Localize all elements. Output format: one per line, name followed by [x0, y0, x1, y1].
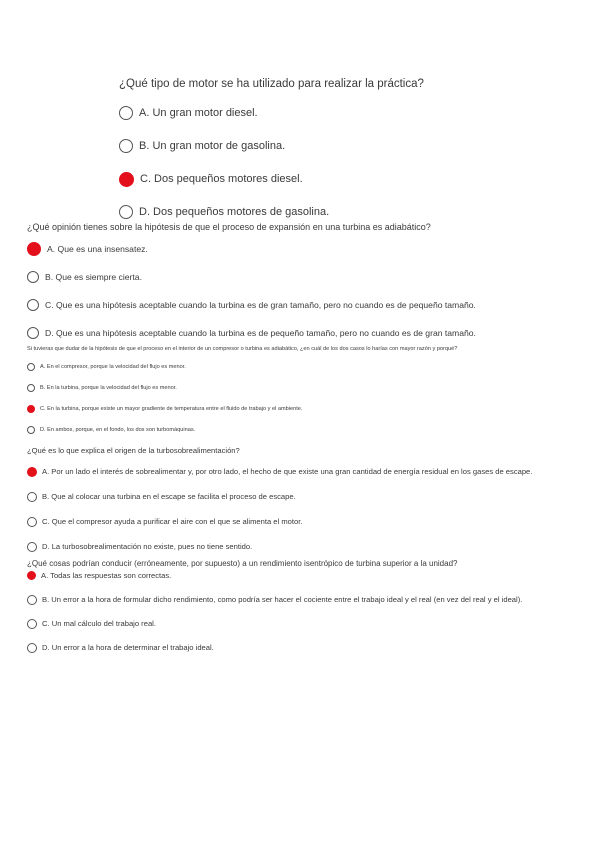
option-a[interactable]: [119, 105, 424, 121]
radio-selected-icon[interactable]: [27, 571, 36, 580]
radio-icon[interactable]: [27, 643, 37, 653]
option-d[interactable]: [27, 425, 457, 434]
option-a[interactable]: [27, 466, 532, 477]
question-4: [27, 446, 532, 566]
option-a[interactable]: [27, 362, 457, 371]
option-label: D. Que es una hipótesis aceptable cuando la turbina es de pequeño tamaño, pero no cuando es de gran tamaño.: [45, 327, 476, 338]
option-b[interactable]: [27, 383, 457, 392]
radio-icon[interactable]: [27, 384, 35, 392]
option-d[interactable]: [119, 204, 424, 220]
option-a[interactable]: [27, 570, 522, 581]
radio-selected-icon[interactable]: [119, 172, 134, 187]
option-label: D. La turbosobrealimentación no existe, pues no tiene sentido.: [42, 542, 253, 551]
radio-icon[interactable]: [27, 619, 37, 629]
option-d[interactable]: [27, 541, 532, 552]
radio-icon[interactable]: [27, 492, 37, 502]
radio-icon[interactable]: [119, 205, 133, 219]
radio-icon[interactable]: [27, 271, 39, 283]
option-c[interactable]: [27, 298, 476, 311]
option-c[interactable]: [119, 171, 424, 187]
question-text: ¿Qué es lo que explica el origen de la turbosobrealimentación?: [27, 446, 240, 455]
option-d[interactable]: [27, 326, 476, 339]
question-5: [27, 559, 522, 666]
option-b[interactable]: [27, 491, 532, 502]
radio-icon[interactable]: [119, 139, 133, 153]
option-label: C. Un mal cálculo del trabajo real.: [42, 619, 156, 628]
option-label: D. En ambos, porque, en el fondo, los dos son turbomáquinas.: [40, 426, 196, 433]
option-label: A. Por un lado el interés de sobrealimentar y, por otro lado, el hecho de que existe una gran cantidad de energía residual en los gases de escape.: [42, 467, 533, 476]
option-c[interactable]: [27, 516, 532, 527]
option-label: C. En la turbina, porque existe un mayor gradiente de temperatura entre el fluido de trabajo y el ambiente.: [40, 405, 303, 412]
radio-icon[interactable]: [27, 363, 35, 371]
question-1: [119, 78, 424, 237]
option-label: A. Que es una insensatez.: [47, 243, 148, 254]
option-label: C. Dos pequeños motores diesel.: [140, 173, 303, 185]
radio-selected-icon[interactable]: [27, 405, 35, 413]
radio-selected-icon[interactable]: [27, 242, 41, 256]
radio-icon[interactable]: [27, 327, 39, 339]
option-label: A. Un gran motor diesel.: [139, 107, 258, 119]
radio-icon[interactable]: [27, 595, 37, 605]
radio-selected-icon[interactable]: [27, 467, 37, 477]
option-d[interactable]: [27, 642, 522, 653]
option-b[interactable]: [119, 138, 424, 154]
option-b[interactable]: [27, 594, 522, 605]
radio-icon[interactable]: [27, 517, 37, 527]
option-c[interactable]: [27, 618, 522, 629]
radio-icon[interactable]: [27, 299, 39, 311]
question-text: ¿Qué opinión tienes sobre la hipótesis de que el proceso de expansión en una turbina es adiabático?: [27, 222, 431, 232]
option-c[interactable]: [27, 404, 457, 413]
question-text: ¿Qué cosas podrían conducir (erróneamente, por supuesto) a un rendimiento isentrópico de turbina superior a la unidad?: [27, 559, 458, 568]
question-3: [27, 346, 457, 446]
option-label: C. Que el compresor ayuda a purificar el aire con el que se alimenta el motor.: [42, 517, 303, 526]
radio-icon[interactable]: [27, 542, 37, 552]
radio-icon[interactable]: [119, 106, 133, 120]
radio-icon[interactable]: [27, 426, 35, 434]
option-label: B. Un gran motor de gasolina.: [139, 140, 286, 152]
option-label: B. En la turbina, porque la velocidad del flujo es menor.: [40, 384, 177, 391]
option-label: D. Un error a la hora de determinar el trabajo ideal.: [42, 643, 214, 652]
option-label: D. Dos pequeños motores de gasolina.: [139, 206, 330, 218]
option-b[interactable]: [27, 270, 476, 283]
option-label: C. Que es una hipótesis aceptable cuando la turbina es de gran tamaño, pero no cuando es de pequeño tamaño.: [45, 299, 476, 310]
option-label: B. Que al colocar una turbina en el escape se facilita el proceso de escape.: [42, 492, 296, 501]
option-label: A. Todas las respuestas son correctas.: [41, 571, 172, 580]
question-text: ¿Qué tipo de motor se ha utilizado para realizar la práctica?: [119, 78, 424, 90]
option-label: B. Un error a la hora de formular dicho rendimiento, como podría ser hacer el cociente entre el trabajo ideal y el real (en vez del real y el ideal).: [42, 595, 523, 604]
option-label: B. Que es siempre cierta.: [45, 271, 142, 282]
option-a[interactable]: [27, 242, 476, 255]
question-2: [27, 222, 476, 354]
option-label: A. En el compresor, porque la velocidad del flujo es menor.: [40, 363, 186, 370]
question-text: Si tuvieras que dudar de la hipótesis de que el proceso en el interior de un compresor o turbina es adiabático, ¿en cuál de los dos casos lo harías con mayor razón y porqué?: [27, 346, 458, 352]
